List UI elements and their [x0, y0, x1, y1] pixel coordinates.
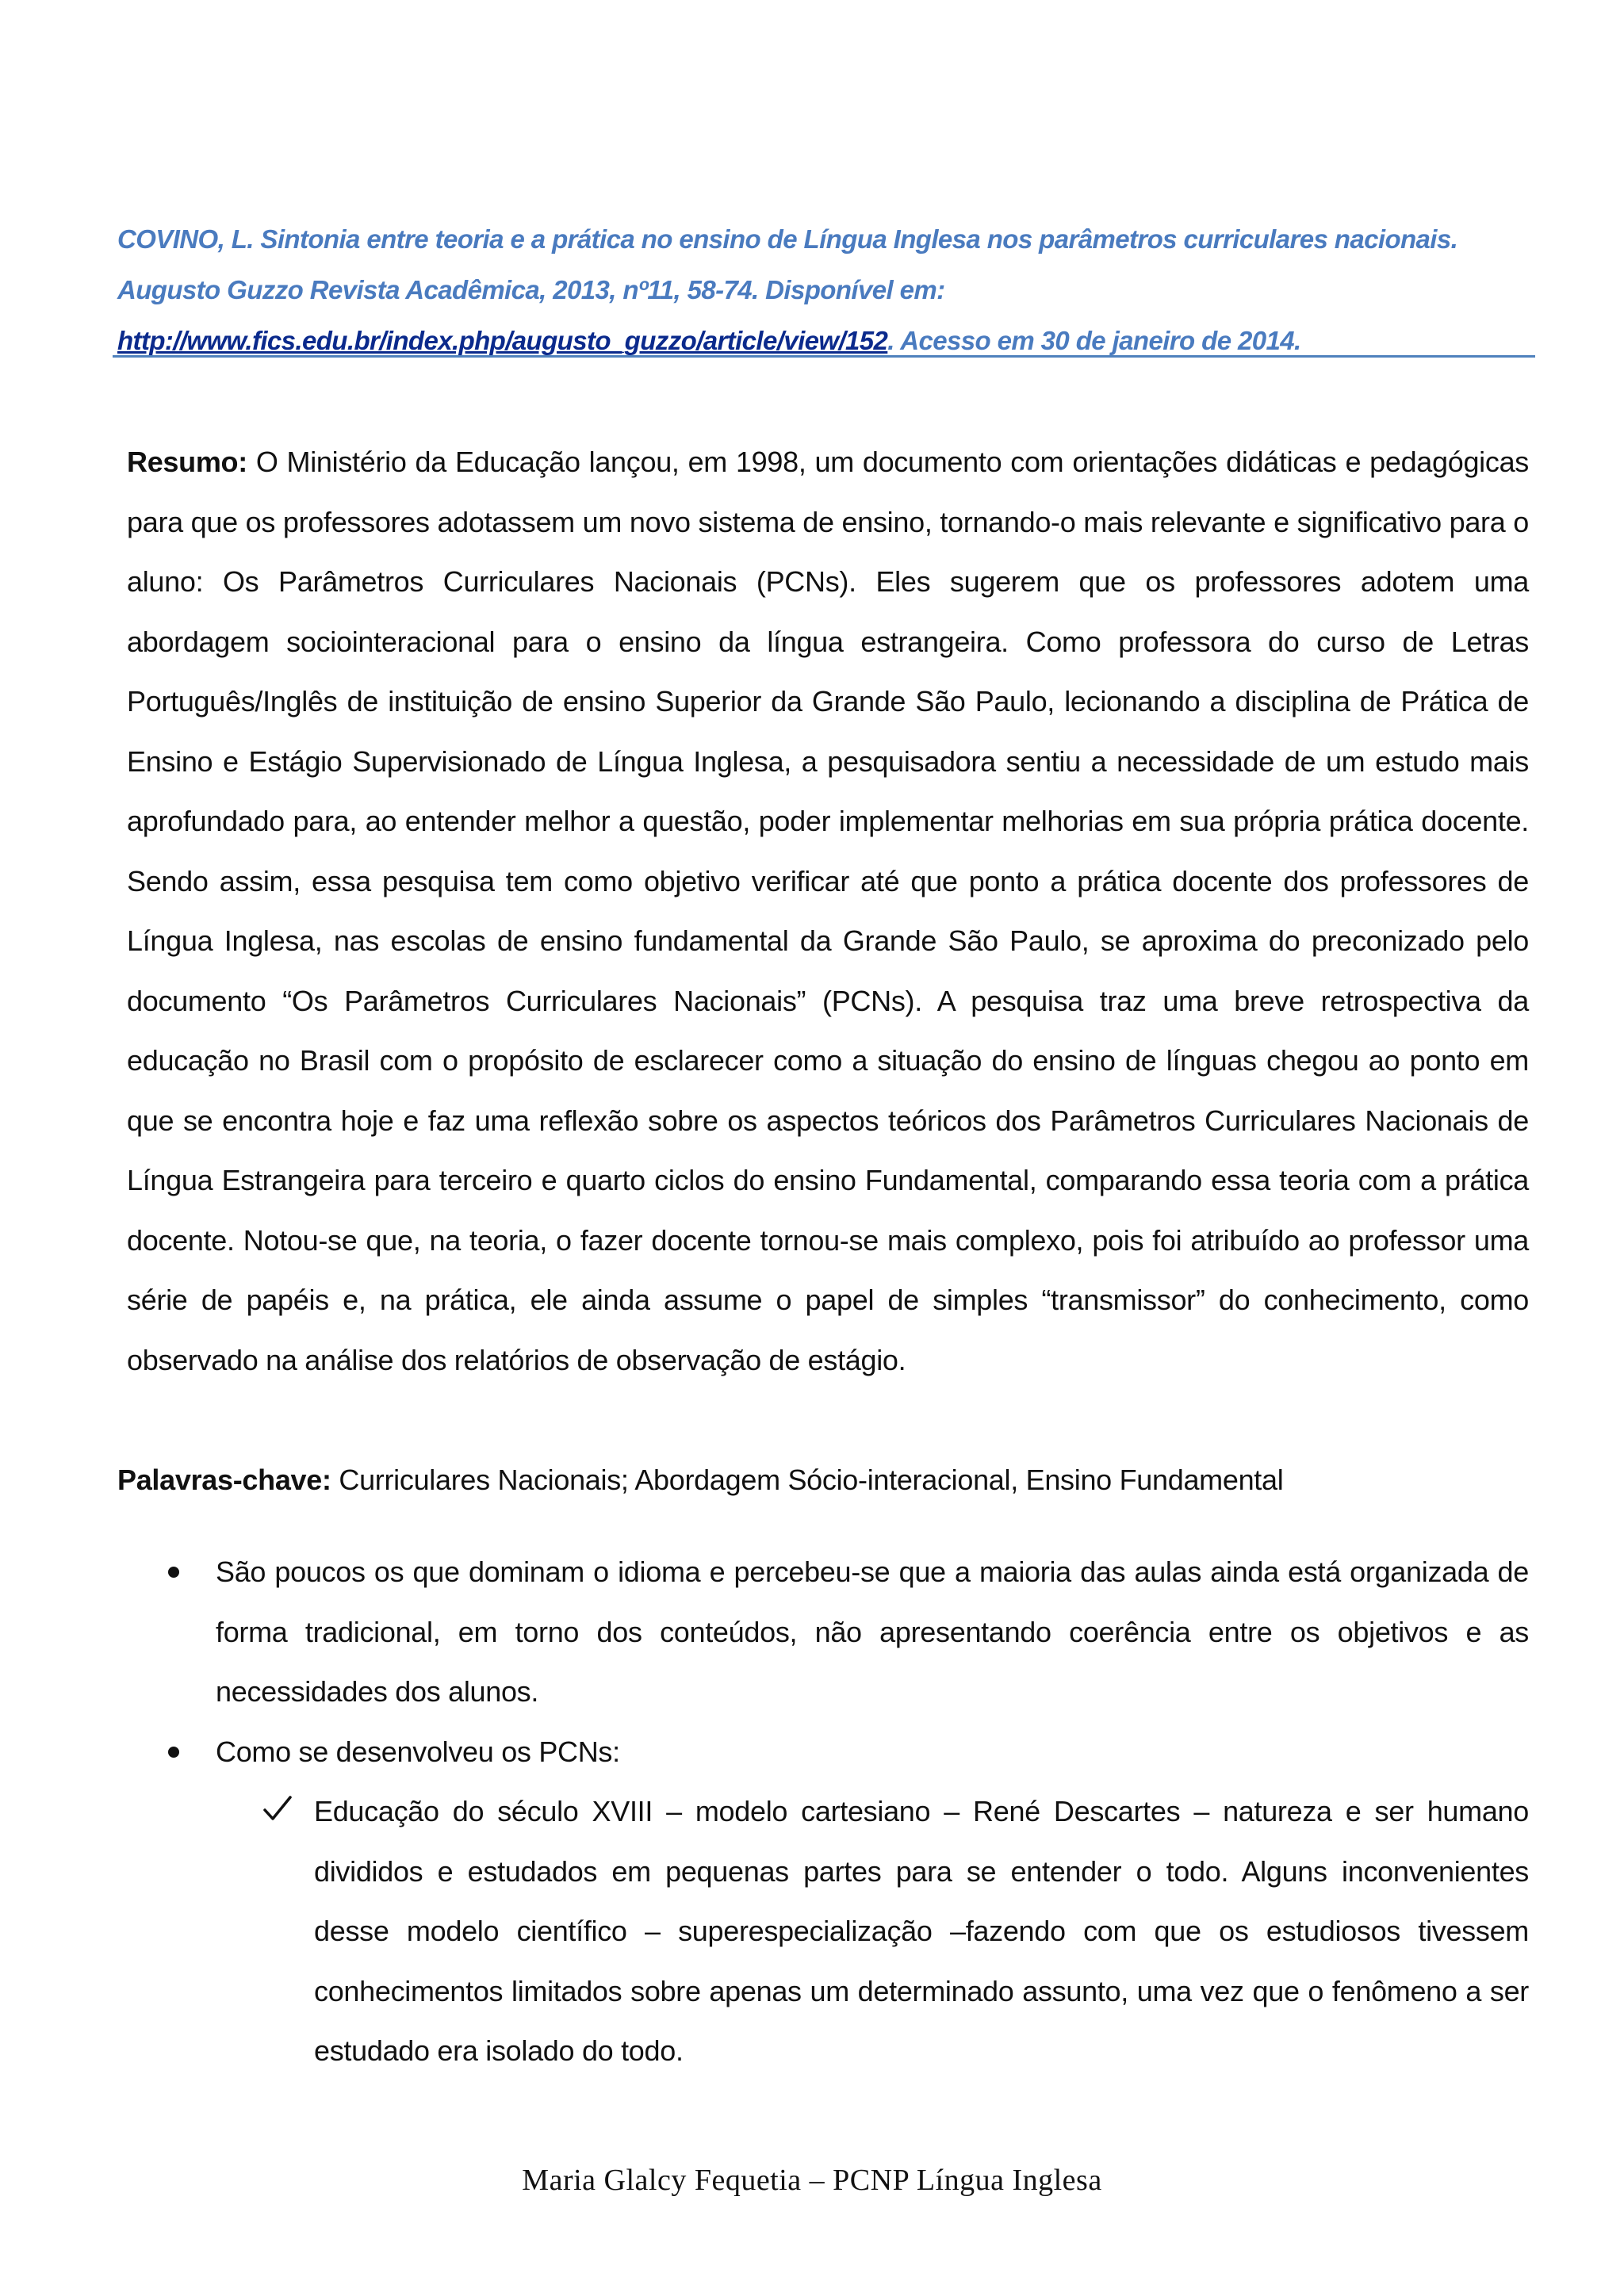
citation-access-date: . Acesso em 30 de janeiro de 2014.: [887, 326, 1301, 355]
keywords-text: Curriculares Nacionais; Abordagem Sócio-interacional, Ensino Fundamental: [331, 1464, 1284, 1496]
bullet-text: Como se desenvolveu os PCNs:: [216, 1735, 620, 1768]
citation-line-2: Augusto Guzzo Revista Acadêmica, 2013, nº11, 58-74. Disponível em:: [117, 275, 945, 304]
keywords-line: [117, 1452, 1529, 1508]
bullet-dot-icon: [168, 1567, 179, 1578]
sub-list-item: [117, 1781, 1529, 2081]
bullet-list: [117, 1542, 1529, 2081]
list-item: [117, 1722, 1529, 1782]
sub-bullet-text: Educação do século XVIII – modelo cartesiano – René Descartes – natureza e ser humano divididos e estudados em pequenas partes para se entender o todo. Alguns inconvenientes desse modelo científico – superespecialização –fazendo com que os estudiosos tivessem conhecimentos limitados sobre apenas um determinado assunto, uma vez que o fenômeno a ser estudado era isolado do todo.: [314, 1795, 1529, 2067]
citation-block: [117, 214, 1529, 366]
citation-link[interactable]: http://www.fics.edu.br/index.php/augusto_guzzo/article/view/152: [117, 326, 888, 355]
citation-line-3: [117, 316, 1529, 366]
citation-line-1: COVINO, L. Sintonia entre teoria e a prática no ensino de Língua Inglesa nos parâmetros curriculares nacionais.: [117, 224, 1458, 254]
bullet-dot-icon: [168, 1747, 179, 1758]
list-item: [117, 1542, 1529, 1722]
bullet-text: São poucos os que dominam o idioma e percebeu-se que a maioria das aulas ainda está organizada de forma tradicional, em torno dos conteúdos, não apresentando coerência entre os objetivos e as necessidades dos alunos.: [216, 1556, 1529, 1708]
header-divider: [113, 355, 1535, 358]
keywords-label: Palavras-chave:: [117, 1464, 331, 1496]
abstract-label: Resumo:: [127, 446, 247, 478]
abstract-section: [117, 432, 1529, 1390]
page-footer: Maria Glalcy Fequetia – PCNP Língua Inglesa: [522, 2164, 1102, 2197]
abstract-paragraph: [117, 432, 1529, 1390]
abstract-text: O Ministério da Educação lançou, em 1998, um documento com orientações didáticas e pedagógicas para que os professores adotassem um novo sistema de ensino, tornando-o mais relevante e significativo para o aluno: Os Parâmetros Curriculares Nacionais (PCNs). Eles sugerem que os professores adotem uma abordagem sociointeracional para o ensino da língua estrangeira. Como professora do curso de Letras Português/Inglês de instituição de ensino Superior da Grande São Paulo, lecionando a disciplina de Prática de Ensino e Estágio Supervisionado de Língua Inglesa, a pesquisadora sentiu a necessidade de um estudo mais aprofundado para, ao entender melhor a questão, poder implementar melhorias em sua própria prática docente. Sendo assim, essa pesquisa tem como objetivo verificar até que ponto a prática docente dos professores de Língua Inglesa, nas escolas de ensino fundamental da Grande São Paulo, se aproxima do preconizado pelo documento “Os Parâmetros Curriculares Nacionais” (PCNs). A pesquisa traz uma breve retrospectiva da educação no Brasil com o propósito de esclarecer como a situação do ensino de línguas chegou ao ponto em que se encontra hoje e faz uma reflexão sobre os aspectos teóricos dos Parâmetros Curriculares Nacionais de Língua Estrangeira para terceiro e quarto ciclos do ensino Fundamental, comparando essa teoria com a prática docente. Notou-se que, na teoria, o fazer docente tornou-se mais complexo, pois foi atribuído ao professor uma série de papéis e, na prática, ele ainda assume o papel de simples “transmissor” do conhecimento, como observado na análise dos relatórios de observação de estágio.: [127, 446, 1529, 1376]
checkmark-icon: [262, 1793, 293, 1824]
